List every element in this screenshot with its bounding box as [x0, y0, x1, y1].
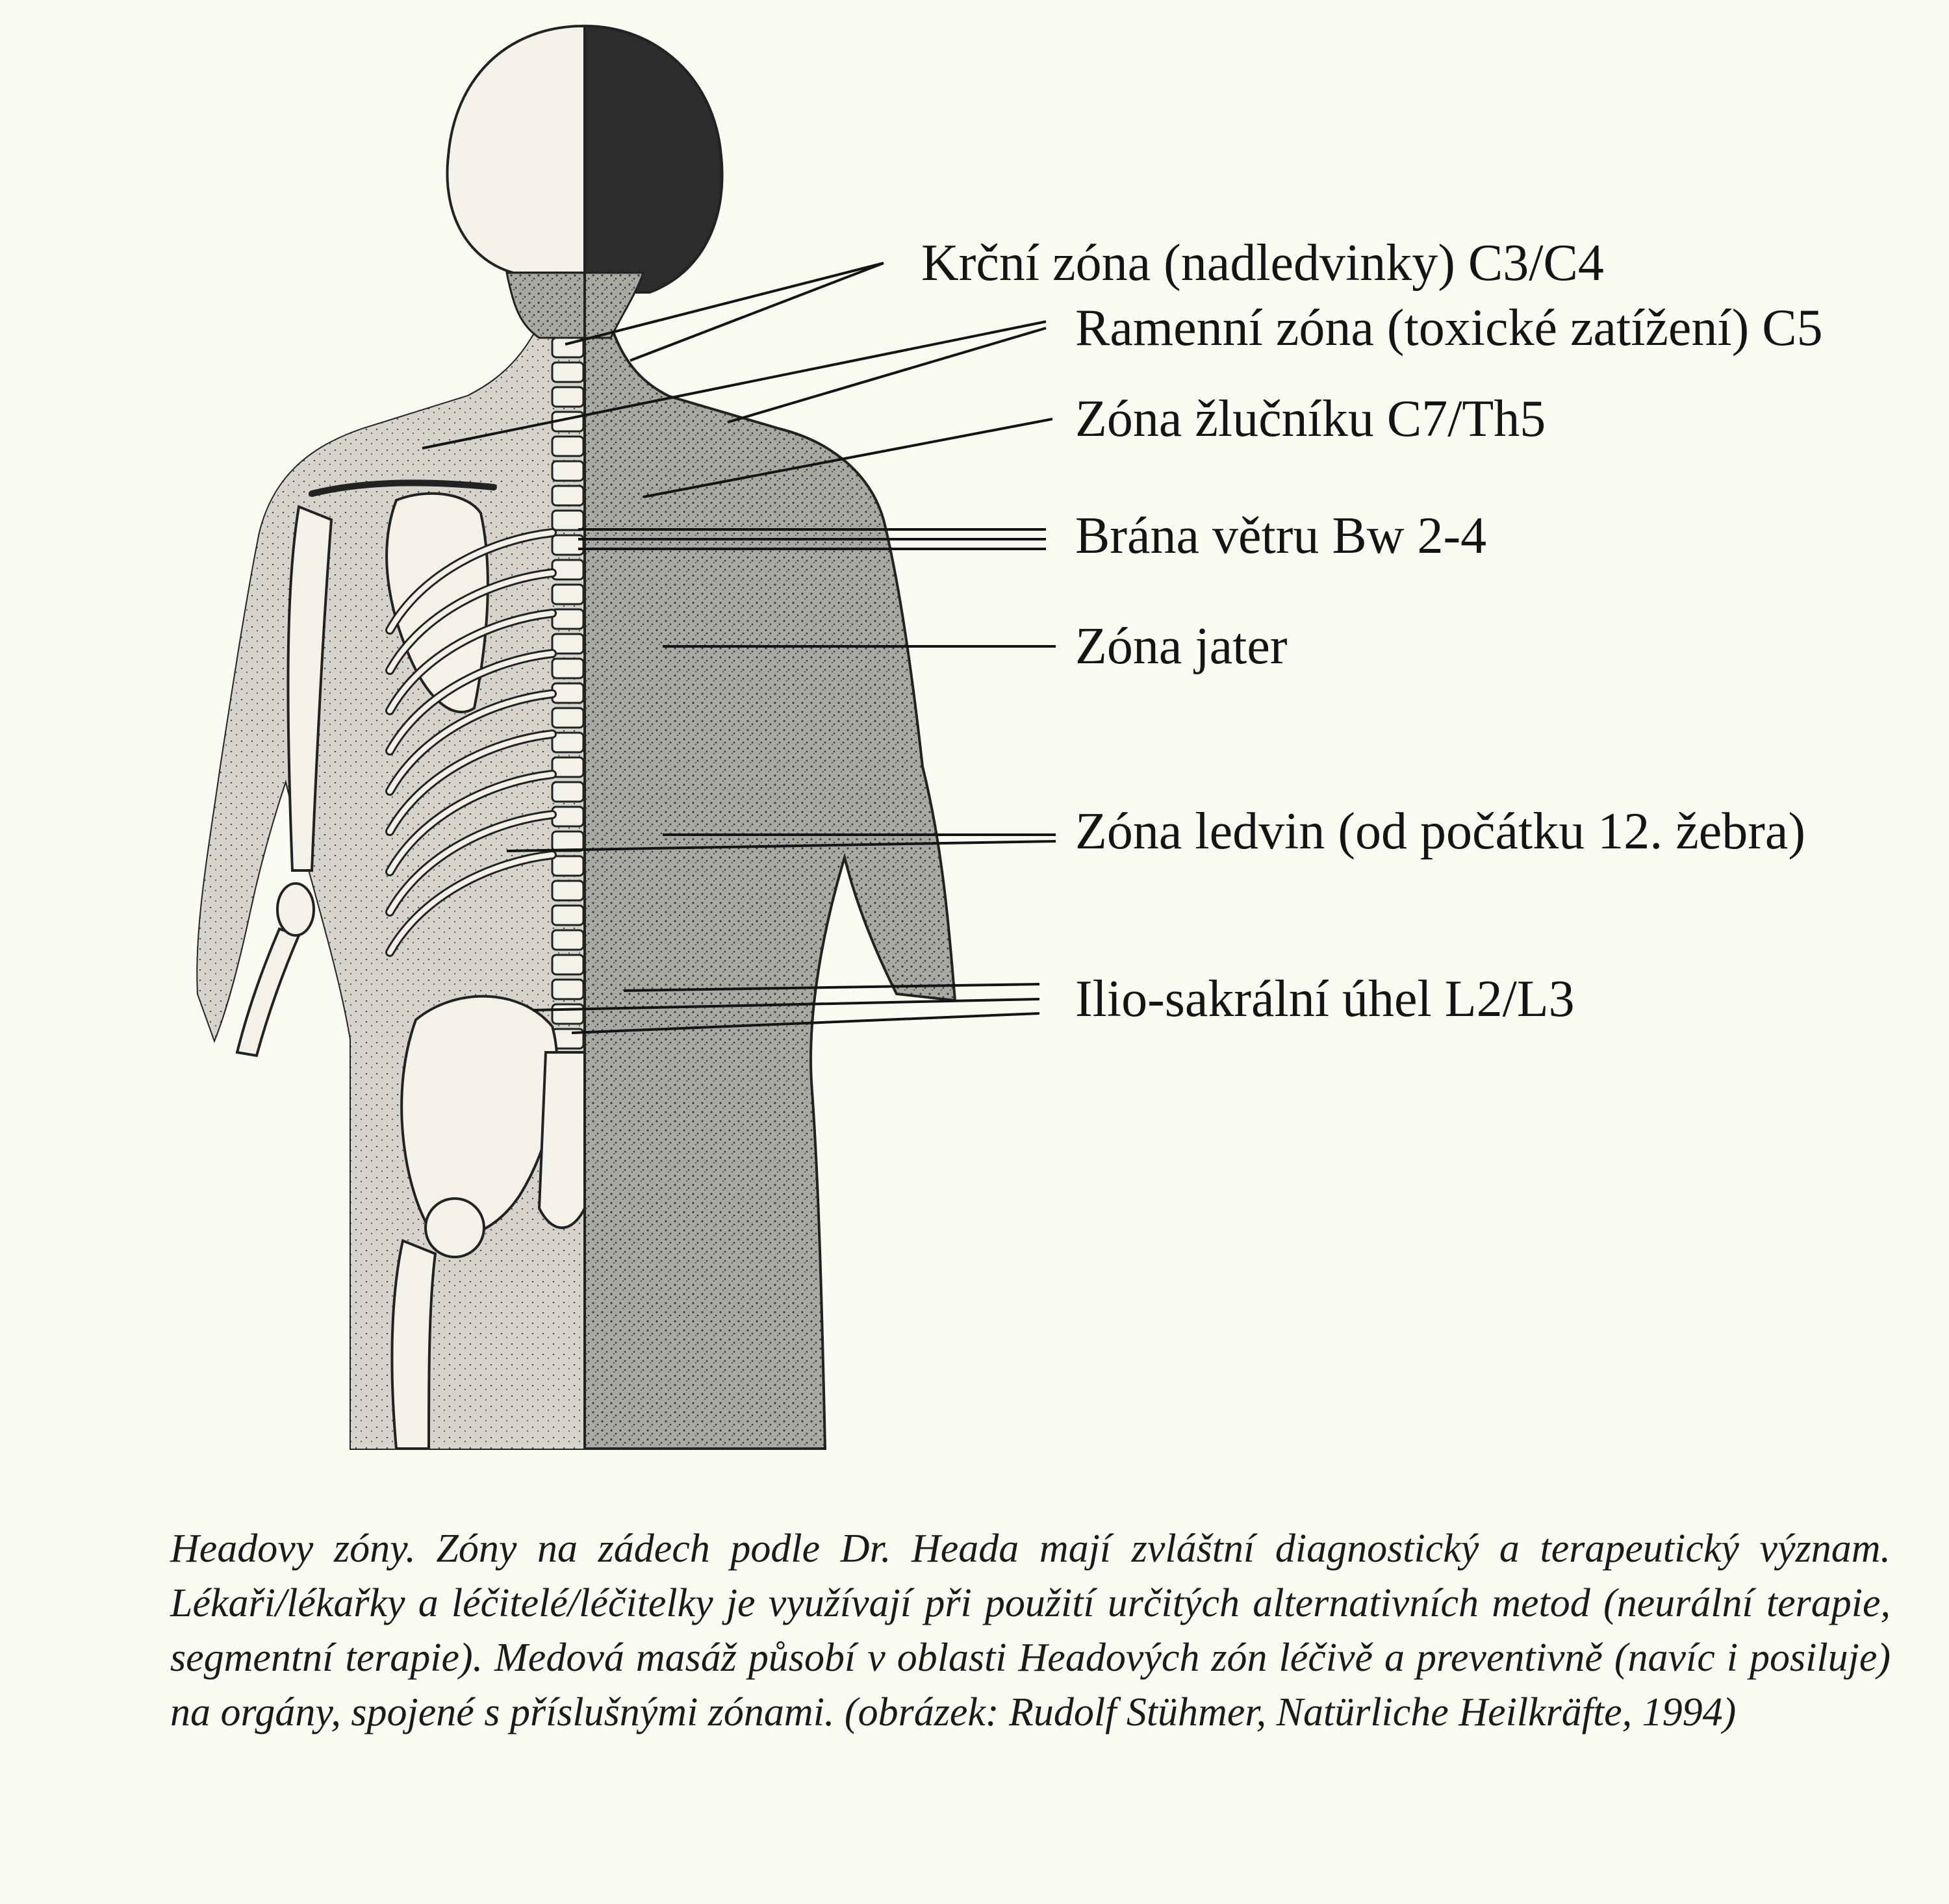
vertebra [552, 757, 583, 777]
vertebra [552, 906, 583, 925]
vertebra [552, 362, 583, 382]
vertebra [552, 856, 583, 876]
vertebra [552, 609, 583, 629]
vertebra [552, 1004, 583, 1024]
vertebra [552, 683, 583, 703]
vertebra [552, 634, 583, 654]
leader-ramenni-2 [728, 328, 1046, 422]
vertebra [552, 387, 583, 407]
vertebra [552, 980, 583, 999]
vertebra [552, 708, 583, 728]
label-zona-ledvin: Zóna ledvin (od počátku 12. žebra) [1075, 803, 1806, 860]
head-left-skull [447, 26, 585, 273]
neck [507, 273, 643, 338]
vertebra [552, 955, 583, 974]
figure-caption: Headovy zóny. Zóny na zádech podle Dr. Heada mají zvláštní diagnostický a terapeutický význam. Lékaři/lékařky a léčitelé/léčitelky je využívají při použití určitých alternativních metod (neurální terapie, segmentní terapie). Medová masáž působí v oblasti Headových zón léčivě a preventivně (navíc i posiluje) na orgány, spojené s příslušnými zónami. (obrázek: Rudolf Stühmer, Natürliche Heilkräfte, 1994) [170, 1527, 1891, 1734]
vertebra [552, 733, 583, 752]
vertebra [552, 461, 583, 481]
vertebra [552, 930, 583, 950]
label-krcni-zona: Krční zóna (nadledvinky) C3/C4 [921, 235, 1604, 292]
label-zona-zlucniku: Zóna žlučníku C7/Th5 [1075, 390, 1546, 448]
label-brana-vetru: Brána větru Bw 2-4 [1075, 507, 1487, 565]
label-ilio-sakralni: Ilio-sakrální úhel L2/L3 [1075, 971, 1575, 1028]
vertebra [552, 831, 583, 851]
vertebra [552, 881, 583, 900]
hip-joint [426, 1199, 484, 1257]
label-ramenni-zona: Ramenní zóna (toxické zatížení) C5 [1075, 299, 1823, 357]
forearm [237, 929, 299, 1056]
vertebra [552, 782, 583, 802]
vertebra [552, 437, 583, 456]
femur [392, 1241, 435, 1449]
vertebra [552, 807, 583, 826]
vertebra [552, 560, 583, 579]
elbow-joint [277, 883, 314, 935]
vertebra [552, 585, 583, 604]
sacrum [539, 1052, 585, 1228]
head-right-hair [585, 26, 722, 292]
vertebra [552, 659, 583, 678]
label-zona-jater: Zóna jater [1075, 618, 1288, 675]
vertebra [552, 511, 583, 530]
vertebra [552, 486, 583, 505]
